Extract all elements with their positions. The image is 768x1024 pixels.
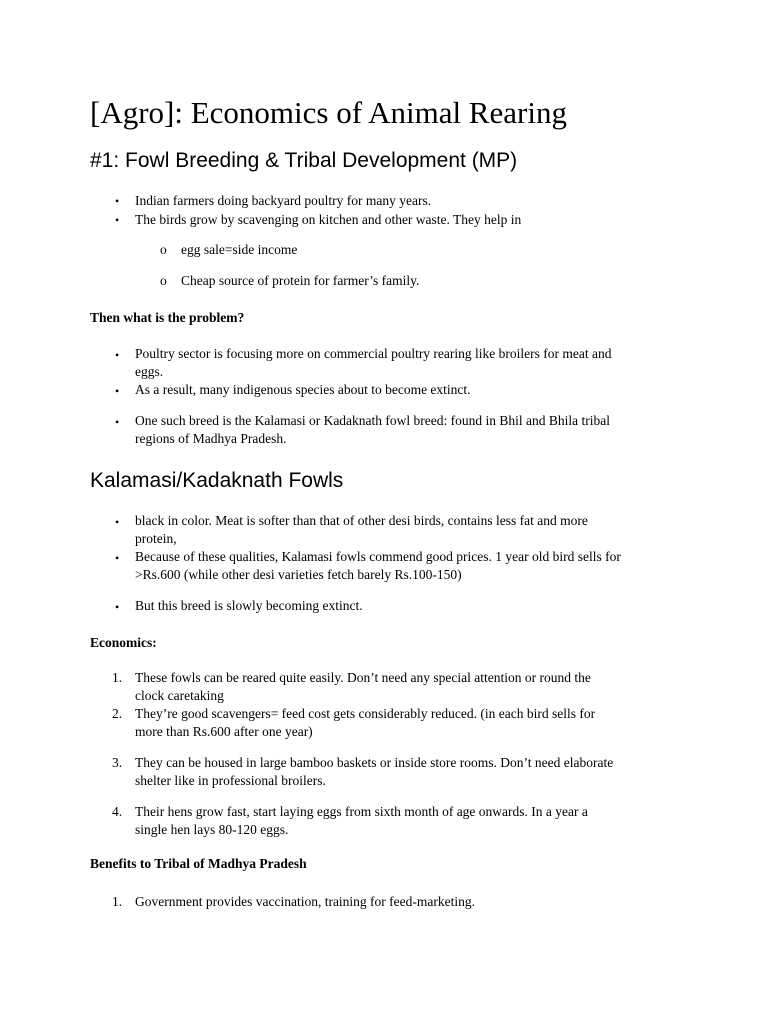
numbered-item-continuation: clock caretaking [135,688,224,703]
list-item: Because of these qualities, Kalamasi fowls commend good prices. 1 year old bird sells for [135,549,621,564]
list-item: Indian farmers doing backyard poultry for many years. [135,193,432,208]
numbered-item: Their hens grow fast, start laying eggs from sixth month of age onwards. In a year a [135,804,588,819]
list-item-continuation: protein, [135,531,177,546]
numbered-item-continuation: shelter like in professional broilers. [135,773,326,788]
list-number: 1. [112,670,123,685]
bullet-marker: • [115,515,120,529]
list-item-continuation: regions of Madhya Pradesh. [135,431,287,446]
numbered-item: They’re good scavengers= feed cost gets considerably reduced. (in each bird sells for [135,706,596,721]
problem-heading: Then what is the problem? [90,310,245,325]
numbered-item-continuation: more than Rs.600 after one year) [135,724,313,739]
list-item: The birds grow by scavenging on kitchen and other waste. They help in [135,212,522,227]
bullet-marker: • [115,551,120,565]
list-number: 1. [112,894,123,909]
page-title: [Agro]: Economics of Animal Rearing [90,95,567,130]
list-item-continuation: >Rs.600 (while other desi varieties fetch barely Rs.100-150) [135,567,462,582]
list-item: Poultry sector is focusing more on commercial poultry rearing like broilers for meat and [135,346,612,361]
bullet-marker: • [115,213,120,227]
sub-list-item: egg sale=side income [181,242,298,257]
section-heading-kadaknath: Kalamasi/Kadaknath Fowls [90,469,344,492]
list-number: 2. [112,706,123,721]
list-item: black in color. Meat is softer than that of other desi birds, contains less fat and more [135,513,588,528]
numbered-item-continuation: single hen lays 80-120 eggs. [135,822,289,837]
numbered-item: These fowls can be reared quite easily. Don’t need any special attention or round the [135,670,591,685]
sub-list-item: Cheap source of protein for farmer’s family. [181,273,420,288]
bullet-marker: • [115,384,120,398]
bullet-marker: • [115,600,120,614]
bullet-marker: • [115,194,120,208]
list-item: As a result, many indigenous species about to become extinct. [135,382,471,397]
sub-bullet-marker: o [160,242,167,257]
section-heading-fowl-breeding: #1: Fowl Breeding & Tribal Development (MP) [90,149,518,172]
sub-bullet-marker: o [160,273,167,288]
numbered-item: Government provides vaccination, training for feed-marketing. [135,894,476,909]
list-item: One such breed is the Kalamasi or Kadaknath fowl breed: found in Bhil and Bhila tribal [135,413,610,428]
list-number: 4. [112,804,123,819]
list-item: But this breed is slowly becoming extinct. [135,598,363,613]
list-number: 3. [112,755,123,770]
bullet-marker: • [115,348,120,362]
list-item-continuation: eggs. [135,364,164,379]
bullet-marker: • [115,415,120,429]
numbered-item: They can be housed in large bamboo baskets or inside store rooms. Don’t need elaborate [135,755,614,770]
benefits-heading: Benefits to Tribal of Madhya Pradesh [90,856,307,871]
economics-heading: Economics: [90,635,157,650]
